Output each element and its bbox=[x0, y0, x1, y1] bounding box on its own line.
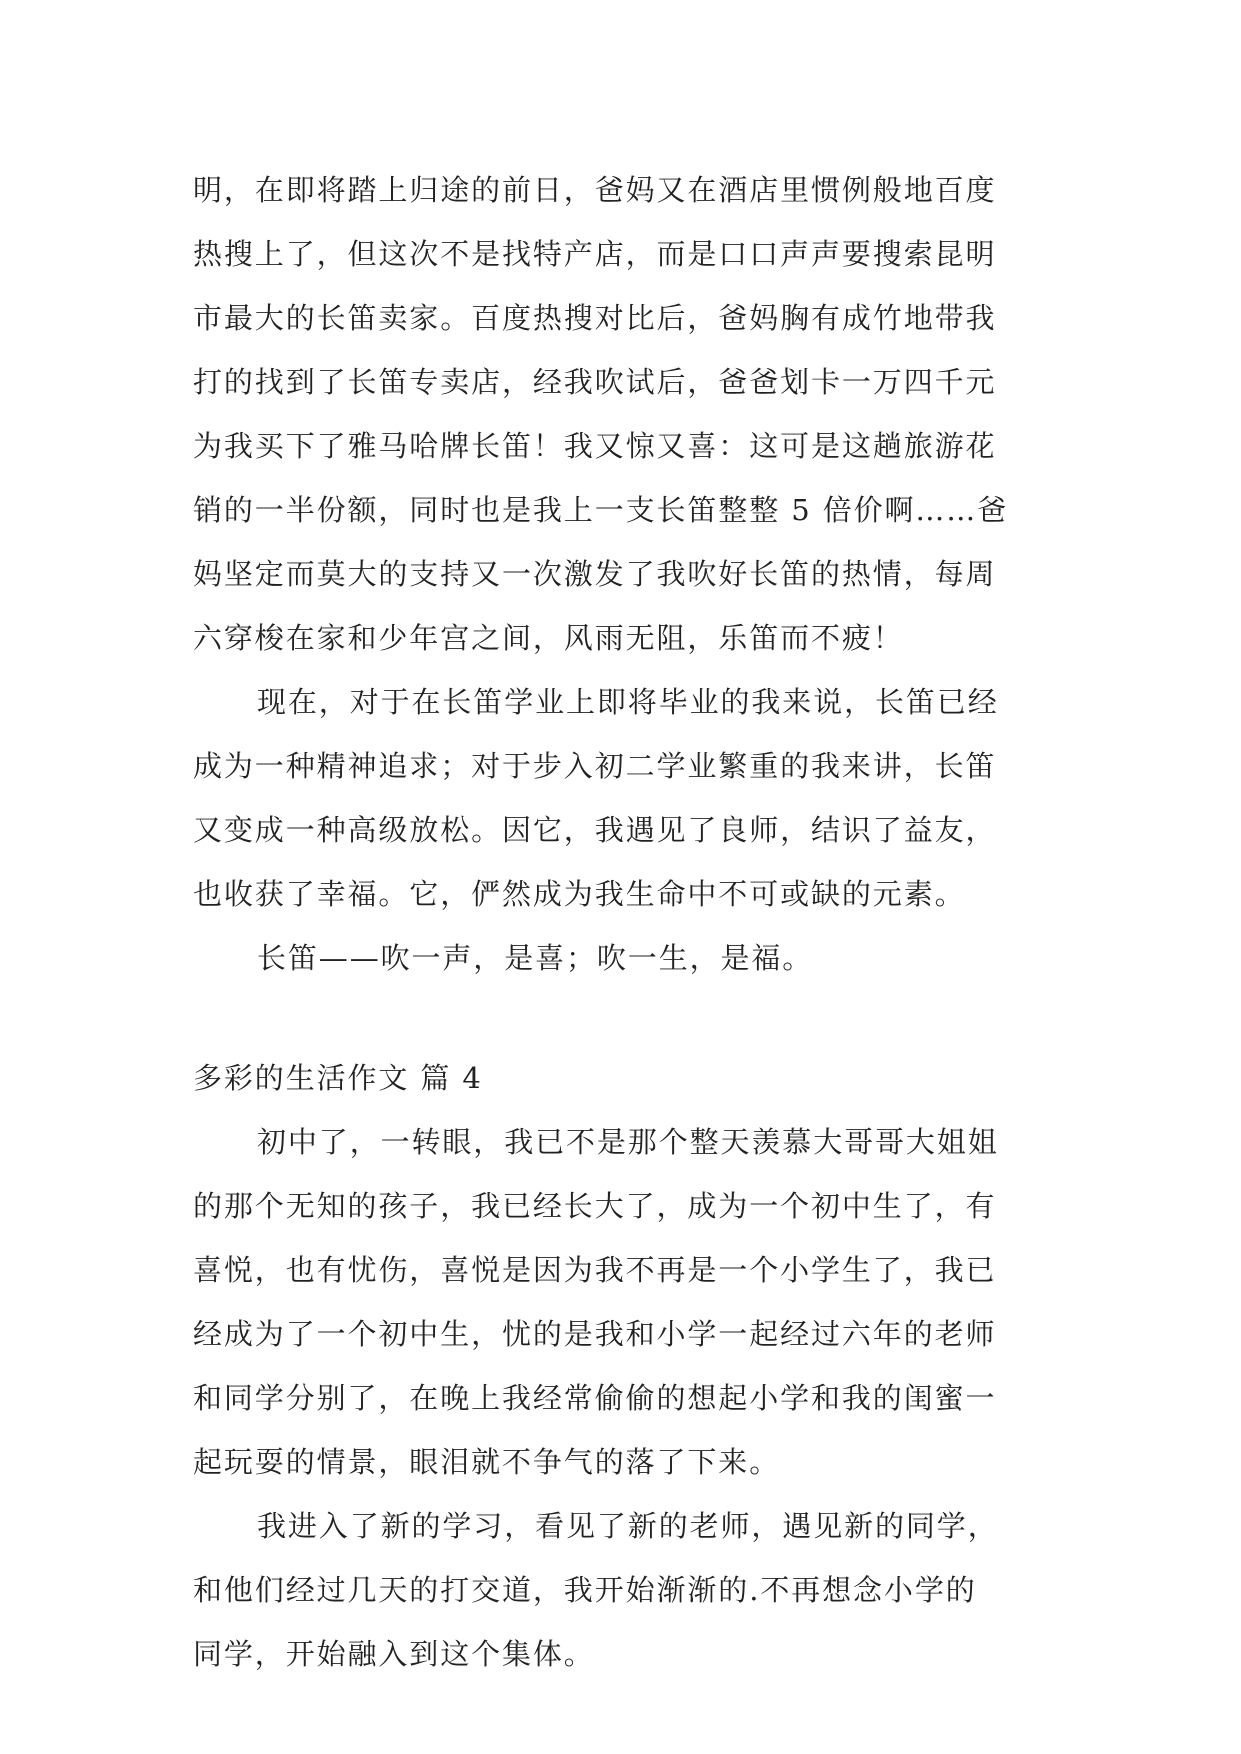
section-spacer bbox=[193, 990, 1063, 1046]
paragraph bbox=[193, 1494, 1063, 1686]
paragraph bbox=[193, 926, 1063, 990]
paragraph-line: 和他们经过几天的打交道，我开始渐渐的.不再想念小学的 bbox=[193, 1573, 977, 1607]
paragraph bbox=[193, 670, 1063, 926]
paragraph-line: 六穿梭在家和少年宫之间，风雨无阻，乐笛而不疲！ bbox=[193, 621, 904, 655]
paragraph-line: 妈坚定而莫大的支持又一次激发了我吹好长笛的热情，每周 bbox=[193, 557, 997, 591]
paragraph-line: 我进入了新的学习，看见了新的老师，遇见新的同学， bbox=[257, 1509, 999, 1543]
paragraph-line: 同学，开始融入到这个集体。 bbox=[193, 1637, 595, 1671]
document-page bbox=[193, 158, 1063, 1686]
paragraph-line: 又变成一种高级放松。因它，我遇见了良师，结识了益友， bbox=[193, 813, 997, 847]
paragraph-line: 现在，对于在长笛学业上即将毕业的我来说，长笛已经 bbox=[257, 685, 999, 719]
paragraph bbox=[193, 1110, 1063, 1494]
section-heading: 多彩的生活作文 篇 4 bbox=[193, 1061, 483, 1095]
paragraph-line: 喜悦，也有忧伤，喜悦是因为我不再是一个小学生了，我已 bbox=[193, 1253, 997, 1287]
paragraph-line: 长笛——吹一声，是喜；吹一生，是福。 bbox=[257, 941, 814, 975]
paragraph-line: 明，在即将踏上归途的前日，爸妈又在酒店里惯例般地百度 bbox=[193, 173, 997, 207]
paragraph-line: 市最大的长笛卖家。百度热搜对比后，爸妈胸有成竹地带我 bbox=[193, 301, 997, 335]
paragraph-line: 也收获了幸福。它，俨然成为我生命中不可或缺的元素。 bbox=[193, 877, 966, 911]
paragraph-line: 的那个无知的孩子，我已经长大了，成为一个初中生了，有 bbox=[193, 1189, 997, 1223]
paragraph-line: 销的一半份额，同时也是我上一支长笛整整 5 倍价啊……爸 bbox=[193, 493, 1009, 527]
paragraph bbox=[193, 158, 1063, 670]
paragraph-line: 起玩耍的情景，眼泪就不争气的落了下来。 bbox=[193, 1445, 781, 1479]
paragraph-line: 为我买下了雅马哈牌长笛！我又惊又喜：这可是这趟旅游花 bbox=[193, 429, 997, 463]
paragraph-line: 经成为了一个初中生，忧的是我和小学一起经过六年的老师 bbox=[193, 1317, 997, 1351]
paragraph-line: 初中了，一转眼，我已不是那个整天羡慕大哥哥大姐姐 bbox=[257, 1125, 999, 1159]
paragraph-line: 成为一种精神追求；对于步入初二学业繁重的我来讲，长笛 bbox=[193, 749, 997, 783]
paragraph-line: 热搜上了，但这次不是找特产店，而是口口声声要搜索昆明 bbox=[193, 237, 997, 271]
paragraph-line: 打的找到了长笛专卖店，经我吹试后，爸爸划卡一万四千元 bbox=[193, 365, 997, 399]
paragraph-line: 和同学分别了，在晚上我经常偷偷的想起小学和我的闺蜜一 bbox=[193, 1381, 997, 1415]
